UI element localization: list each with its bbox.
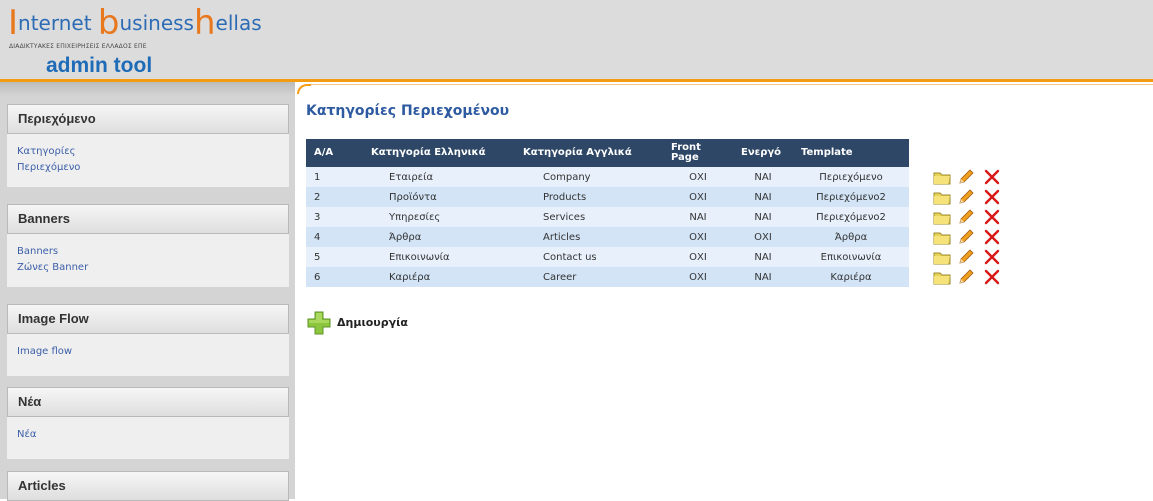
create-label: Δημιουργία [337, 316, 408, 329]
sidebar-section-banners [7, 204, 289, 287]
cell-active: ΝΑΙ [733, 187, 793, 207]
cell-english: Company [515, 167, 663, 187]
green-plus-icon [306, 310, 332, 336]
table-row [306, 207, 909, 227]
logo-subtitle: ΔΙΑΔΙΚΤΥΑΚΕΣ ΕΠΙΧΕΙΡΗΣΕΙΣ ΕΛΛΑΔΟΣ ΕΠΕ [9, 43, 147, 50]
logo-text-nternet: nternet [18, 11, 98, 35]
sidebar-section-header[interactable]: Banners [7, 204, 289, 234]
cell-greek: Εταιρεία [363, 167, 515, 187]
cell-active: ΝΑΙ [733, 167, 793, 187]
create-button[interactable] [306, 310, 436, 336]
sidebar-section-body [7, 417, 289, 459]
table-row [306, 247, 909, 267]
cell-front-page: ΟΧΙ [663, 187, 733, 207]
logo-letter-b: b [97, 3, 120, 43]
cell-template: Περιεχόμενο2 [793, 187, 909, 207]
pencil-icon[interactable] [957, 208, 975, 226]
cell-english: Contact us [515, 247, 663, 267]
column-header-template: Template [793, 139, 909, 167]
column-header-front-page: Front Page [663, 139, 733, 167]
table-row [306, 187, 909, 207]
row-actions [933, 267, 1013, 287]
logo-letter-h: h [193, 3, 216, 43]
cell-front-page: ΟΧΙ [663, 227, 733, 247]
cell-front-page: ΟΧΙ [663, 247, 733, 267]
sidebar-link-news[interactable]: Νέα [17, 429, 37, 440]
cell-front-page: ΝΑΙ [663, 207, 733, 227]
cell-template: Επικοινωνία [793, 247, 909, 267]
row-actions [933, 167, 1013, 187]
column-header-active: Ενεργό [733, 139, 793, 167]
cell-aa: 3 [306, 207, 363, 227]
sidebar-section-body [7, 134, 289, 187]
delete-x-icon[interactable] [983, 268, 1001, 286]
app-title: admin tool [46, 54, 153, 77]
sidebar-link-banners[interactable]: Banners [17, 246, 59, 257]
logo-wordmark [8, 3, 262, 43]
cell-greek: Καριέρα [363, 267, 515, 287]
folder-icon[interactable] [933, 248, 951, 266]
folder-icon[interactable] [933, 188, 951, 206]
pencil-icon[interactable] [957, 228, 975, 246]
delete-x-icon[interactable] [983, 168, 1001, 186]
header [0, 0, 1153, 80]
cell-template: Περιεχόμενο [793, 167, 909, 187]
pencil-icon[interactable] [957, 248, 975, 266]
cell-active: ΟΧΙ [733, 227, 793, 247]
cell-front-page: ΟΧΙ [663, 167, 733, 187]
sidebar-link-categories[interactable]: Κατηγορίες [17, 146, 76, 157]
sidebar-section-articles [7, 471, 289, 501]
table-header-row [306, 139, 909, 167]
cell-aa: 6 [306, 267, 363, 287]
column-header-aa: Α/Α [306, 139, 363, 167]
cell-aa: 2 [306, 187, 363, 207]
pencil-icon[interactable] [957, 268, 975, 286]
cell-english: Articles [515, 227, 663, 247]
cell-aa: 4 [306, 227, 363, 247]
sidebar-section-body [7, 234, 289, 287]
sidebar-section-image-flow [7, 304, 289, 376]
sidebar-section-header[interactable]: Περιεχόμενο [7, 104, 289, 134]
sidebar-link-banner-zones[interactable]: Ζώνες Banner [17, 262, 89, 273]
folder-icon[interactable] [933, 268, 951, 286]
pencil-icon[interactable] [957, 168, 975, 186]
page-title: Κατηγορίες Περιεχομένου [306, 103, 510, 119]
folder-icon[interactable] [933, 208, 951, 226]
cell-active: ΝΑΙ [733, 207, 793, 227]
content-frame-topline [311, 84, 1153, 85]
sidebar-section-header[interactable]: Νέα [7, 387, 289, 417]
cell-front-page: ΟΧΙ [663, 267, 733, 287]
cell-english: Career [515, 267, 663, 287]
sidebar-section-header[interactable]: Articles [7, 471, 289, 501]
column-header-english: Κατηγορία Αγγλικά [515, 139, 663, 167]
folder-icon[interactable] [933, 228, 951, 246]
cell-aa: 5 [306, 247, 363, 267]
cell-active: ΝΑΙ [733, 267, 793, 287]
sidebar-top-shade [0, 82, 295, 96]
sidebar-link-image-flow[interactable]: Image flow [17, 346, 73, 357]
table-row [306, 167, 909, 187]
delete-x-icon[interactable] [983, 208, 1001, 226]
logo-text-usiness: usiness [119, 11, 194, 35]
row-actions [933, 187, 1013, 207]
sidebar-section-body [7, 334, 289, 376]
company-logo[interactable] [8, 3, 262, 80]
cell-greek: Προϊόντα [363, 187, 515, 207]
sidebar-section-content [7, 104, 289, 187]
row-actions [933, 247, 1013, 267]
logo-letter-i: I [8, 3, 19, 43]
delete-x-icon[interactable] [983, 248, 1001, 266]
pencil-icon[interactable] [957, 188, 975, 206]
row-actions [933, 207, 1013, 227]
cell-template: Άρθρα [793, 227, 909, 247]
cell-greek: Άρθρα [363, 227, 515, 247]
cell-greek: Επικοινωνία [363, 247, 515, 267]
cell-active: ΝΑΙ [733, 247, 793, 267]
cell-aa: 1 [306, 167, 363, 187]
delete-x-icon[interactable] [983, 188, 1001, 206]
cell-english: Products [515, 187, 663, 207]
sidebar-section-news [7, 387, 289, 459]
cell-template: Καριέρα [793, 267, 909, 287]
cell-greek: Υπηρεσίες [363, 207, 515, 227]
table-row [306, 227, 909, 247]
row-actions [933, 227, 1013, 247]
cell-template: Περιεχόμενο2 [793, 207, 909, 227]
column-header-greek: Κατηγορία Ελληνικά [363, 139, 515, 167]
sidebar [0, 82, 295, 499]
delete-x-icon[interactable] [983, 228, 1001, 246]
categories-table [306, 139, 909, 287]
sidebar-link-content[interactable]: Περιεχόμενο [17, 162, 81, 173]
cell-english: Services [515, 207, 663, 227]
folder-icon[interactable] [933, 168, 951, 186]
table-row [306, 267, 909, 287]
sidebar-section-header[interactable]: Image Flow [7, 304, 289, 334]
logo-text-ellas: ellas [215, 11, 262, 35]
